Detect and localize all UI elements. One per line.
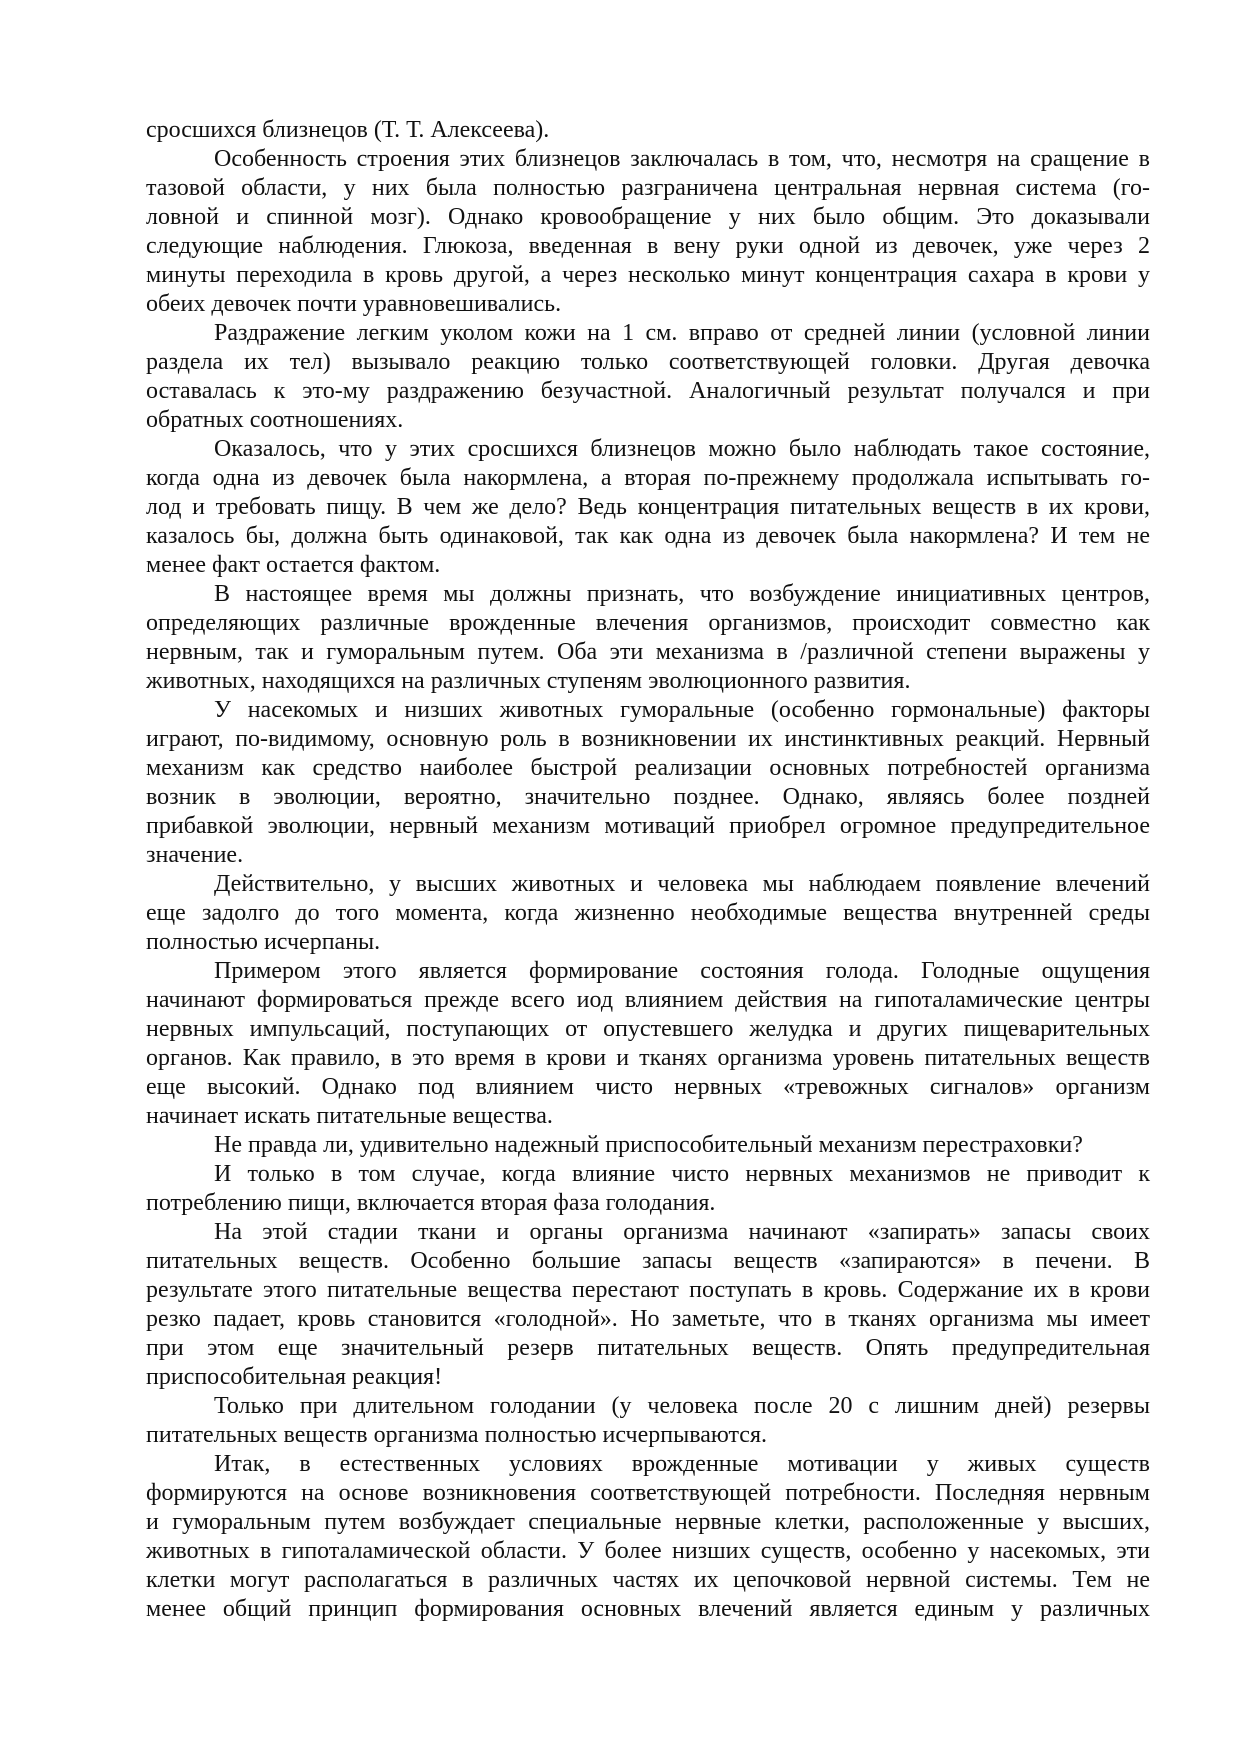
paragraph (146, 319, 1150, 435)
text-line: потреблению пищи, включается вторая фаза голодания. (146, 1190, 716, 1216)
text-line: нервных импульсаций, поступающих от опустевшего желудка и других пищеварительных (146, 1016, 1150, 1042)
text-line: ловной и спинной мозг). Однако кровообращение у них было общим. Это доказывали (146, 204, 1150, 230)
text-line: Не правда ли, удивительно надежный приспособительный механизм перестраховки? (214, 1132, 1083, 1158)
paragraph (146, 957, 1150, 1131)
text-line: Действительно, у высших животных и человека мы наблюдаем появление влечений (214, 871, 1150, 897)
text-line: У насекомых и низших животных гуморальные (особенно гормональные) факторы (214, 697, 1150, 723)
text-line: и гуморальным путем возбуждает специальные нервные клетки, расположенные у высших, (146, 1509, 1150, 1535)
text-line: начинает искать питательные вещества. (146, 1103, 553, 1129)
text-line: Только при длительном голодании (у человека после 20 с лишним дней) резервы (214, 1393, 1150, 1419)
text-line: менее общий принцип формирования основных влечений является единым у различных (146, 1596, 1150, 1622)
text-line: резко падает, кровь становится «голодной». Но заметьте, что в тканях организма мы имеет (146, 1306, 1150, 1332)
text-line: На этой стадии ткани и органы организма начинают «запирать» запасы своих (214, 1219, 1150, 1245)
text-line: Особенность строения этих близнецов заключалась в том, что, несмотря на сращение в (214, 146, 1150, 172)
text-line: приспособительная реакция! (146, 1364, 443, 1390)
paragraph (146, 580, 1150, 696)
paragraph (146, 1131, 1150, 1160)
text-line: играют, по-видимому, основную роль в возникновении их инстинктивных реакций. Нервный (146, 726, 1150, 752)
text-line: Оказалось, что у этих сросшихся близнецов можно было наблюдать такое состояние, (214, 436, 1150, 462)
paragraph (146, 435, 1150, 580)
text-line: менее факт остается фактом. (146, 552, 441, 578)
text-line: сросшихся близнецов (Т. Т. Алексеева). (146, 117, 550, 143)
text-line: прибавкой эволюции, нервный механизм мотиваций приобрел огромное предупредительное (146, 813, 1150, 839)
paragraph (146, 1218, 1150, 1392)
text-line: животных в гипоталамической области. У более низших существ, особенно у насекомых, эти (146, 1538, 1150, 1564)
text-line: полностью исчерпаны. (146, 929, 381, 955)
text-line: обратных соотношениях. (146, 407, 404, 433)
paragraph (146, 145, 1150, 319)
text-line: нервным, так и гуморальным путем. Оба эти механизма в /различной степени выражены у (146, 639, 1150, 665)
text-line: минуты переходила в кровь другой, а через несколько минут концентрация сахара в крови у (146, 262, 1150, 288)
text-line: животных, находящихся на различных ступеням эволюционного развития. (146, 668, 911, 694)
paragraph (146, 116, 1150, 145)
text-line: клетки могут располагаться в различных частях их цепочковой нервной системы. Тем не (146, 1567, 1150, 1593)
text-line: питательных веществ. Особенно большие запасы веществ «запираются» в печени. В (146, 1248, 1150, 1274)
paragraph (146, 1392, 1150, 1450)
text-line: начинают формироваться прежде всего иод влиянием действия на гипоталамические центры (146, 987, 1150, 1013)
text-line: казалось бы, должна быть одинаковой, так как одна из девочек была накормлена? И тем не (146, 523, 1150, 549)
text-line: еще задолго до того момента, когда жизненно необходимые вещества внутренней среды (146, 900, 1150, 926)
text-line: значение. (146, 842, 244, 868)
text-line: формируются на основе возникновения соответствующей потребности. Последняя нервным (146, 1480, 1150, 1506)
text-line: лод и требовать пищу. В чем же дело? Ведь концентрация питательных веществ в их крови, (146, 494, 1150, 520)
text-line: И только в том случае, когда влияние чисто нервных механизмов не приводит к (214, 1161, 1150, 1187)
text-line: возник в эволюции, вероятно, значительно позднее. Однако, являясь более поздней (146, 784, 1150, 810)
paragraph (146, 1160, 1150, 1218)
text-line: оставалась к это-му раздражению безучастной. Аналогичный результат получался и при (146, 378, 1150, 404)
text-line: питательных веществ организма полностью исчерпываются. (146, 1422, 767, 1448)
text-line: В настоящее время мы должны признать, что возбуждение инициативных центров, (214, 581, 1150, 607)
text-line: результате этого питательные вещества перестают поступать в кровь. Содержание их в крови (146, 1277, 1150, 1303)
text-line: механизм как средство наиболее быстрой реализации основных потребностей организма (146, 755, 1150, 781)
text-line: Итак, в естественных условиях врожденные мотивации у живых существ (214, 1451, 1150, 1477)
document-page (146, 116, 1150, 1624)
paragraph (146, 870, 1150, 957)
text-line: Раздражение легким уколом кожи на 1 см. вправо от средней линии (условной линии (214, 320, 1150, 346)
text-line: когда одна из девочек была накормлена, а вторая по-прежнему продолжала испытывать го- (146, 465, 1150, 491)
text-line: раздела их тел) вызывало реакцию только соответствующей головки. Другая девочка (146, 349, 1150, 375)
text-line: следующие наблюдения. Глюкоза, введенная в вену руки одной из девочек, уже через 2 (146, 233, 1150, 259)
text-line: обеих девочек почти уравновешивались. (146, 291, 562, 317)
paragraph (146, 1450, 1150, 1624)
text-line: при этом еще значительный резерв питательных веществ. Опять предупредительная (146, 1335, 1150, 1361)
text-line: определяющих различные врожденные влечения организмов, происходит совместно как (146, 610, 1150, 636)
text-line: еще высокий. Однако под влиянием чисто нервных «тревожных сигналов» организм (146, 1074, 1150, 1100)
paragraph (146, 696, 1150, 870)
text-line: органов. Как правило, в это время в крови и тканях организма уровень питательных веществ (146, 1045, 1150, 1071)
text-line: Примером этого является формирование состояния голода. Голодные ощущения (214, 958, 1150, 984)
text-line: тазовой области, у них была полностью разграничена центральная нервная система (го- (146, 175, 1150, 201)
